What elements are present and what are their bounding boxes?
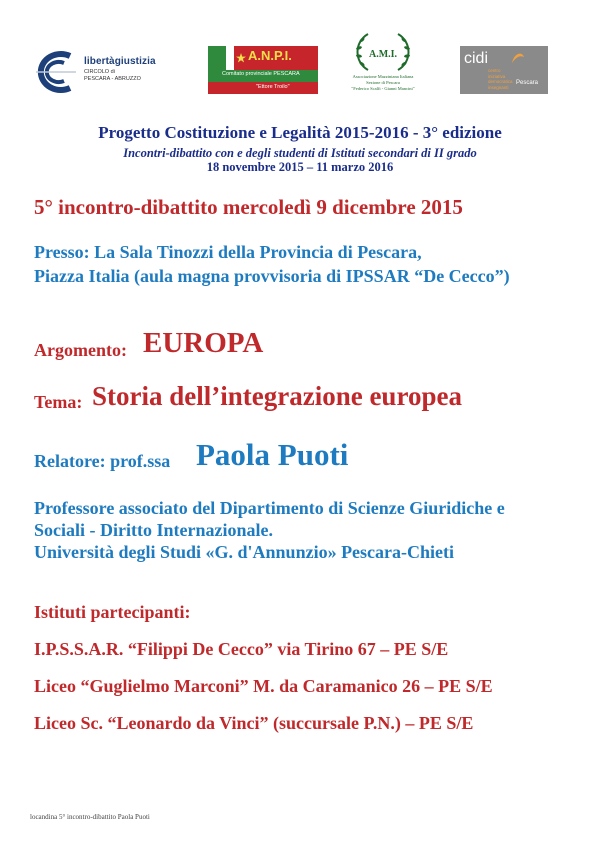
affiliation-line-3: Università degli Studi «G. d'Annunzio» Pescara-Chieti bbox=[34, 542, 455, 562]
speaker-name: Paola Puoti bbox=[196, 437, 349, 472]
ami-logo bbox=[340, 30, 426, 100]
relatore-label: Relatore: prof.ssa bbox=[34, 451, 171, 471]
argomento-value: EUROPA bbox=[143, 327, 264, 359]
anpi-flag bbox=[208, 46, 318, 70]
project-subtitle: Incontri-dibattito con e degli studenti di Istituti secondari di II grado bbox=[123, 146, 477, 160]
anpi-motto: "Ettore Troilo" bbox=[256, 84, 290, 90]
ami-dedication: "Federico Scalfi - Gianni Mancini" bbox=[351, 86, 415, 91]
ami-name: A.M.I. bbox=[368, 49, 398, 60]
cidi-subtitle bbox=[488, 68, 513, 90]
anpi-name: A.N.P.I. bbox=[248, 48, 292, 63]
cidi-sub3: democratica bbox=[488, 79, 513, 84]
institute-item: Liceo Sc. “Leonardo da Vinci” (succursale P.N.) – PE S/E bbox=[34, 713, 474, 733]
cidi-city: Pescara bbox=[516, 80, 539, 86]
cidi-mark-icon bbox=[510, 51, 526, 65]
cidi-sub1: centro bbox=[488, 68, 501, 73]
cidi-sub2: iniziativa bbox=[488, 73, 506, 79]
libertagiustizia-sub2: PESCARA - ABRUZZO bbox=[84, 76, 141, 82]
venue-line-1: Presso: La Sala Tinozzi della Provincia di Pescara, bbox=[34, 242, 422, 262]
tema-label: Tema: bbox=[34, 392, 83, 412]
speaker-affiliation bbox=[34, 497, 505, 563]
anpi-logo bbox=[208, 46, 318, 96]
affiliation-line-1: Professore associato del Dipartimento di Scienze Giuridiche e bbox=[34, 498, 505, 518]
institute-item: Liceo “Guglielmo Marconi” M. da Caramanico 26 – PE S/E bbox=[34, 676, 493, 696]
affiliation-line-2: Sociali - Diritto Internazionale. bbox=[34, 520, 273, 540]
institutes-label: Istituti partecipanti: bbox=[34, 602, 191, 622]
ami-sub: Associazione Mazziniana Italiana bbox=[352, 74, 414, 79]
event-title: 5° incontro-dibattito mercoledì 9 dicembre 2015 bbox=[34, 195, 463, 219]
project-dates: 18 novembre 2015 – 11 marzo 2016 bbox=[206, 160, 394, 174]
libertagiustizia-emblem-icon bbox=[30, 50, 80, 94]
ami-subtitle bbox=[340, 74, 426, 92]
cidi-sub4: insegnanti bbox=[488, 84, 509, 90]
institute-item: I.P.S.S.A.R. “Filippi De Cecco” via Tirino 67 – PE S/E bbox=[34, 639, 449, 659]
cidi-name: cidi bbox=[464, 50, 489, 67]
libertagiustizia-logo bbox=[30, 48, 178, 98]
venue-line-2: Piazza Italia (aula magna provvisoria di IPSSAR “De Cecco”) bbox=[34, 266, 510, 286]
ami-section: Sezione di Pescara bbox=[366, 80, 400, 85]
libertagiustizia-subtitle bbox=[84, 69, 141, 83]
libertagiustizia-name: libertàgiustizia bbox=[84, 56, 156, 67]
project-title: Progetto Costituzione e Legalità 2015-2016 - 3° edizione bbox=[98, 123, 502, 142]
laurel-wreath-icon bbox=[340, 30, 426, 74]
footer-note: locandina 5° incontro-dibattito Paola Puoti bbox=[30, 813, 150, 821]
tema-value: Storia dell’integrazione europea bbox=[92, 381, 462, 411]
anpi-committee: Comitato provinciale PESCARA bbox=[222, 71, 300, 77]
star-icon bbox=[236, 53, 246, 63]
cidi-logo bbox=[460, 46, 548, 94]
libertagiustizia-sub1: CIRCOLO di bbox=[84, 69, 115, 75]
argomento-label: Argomento: bbox=[34, 340, 127, 360]
